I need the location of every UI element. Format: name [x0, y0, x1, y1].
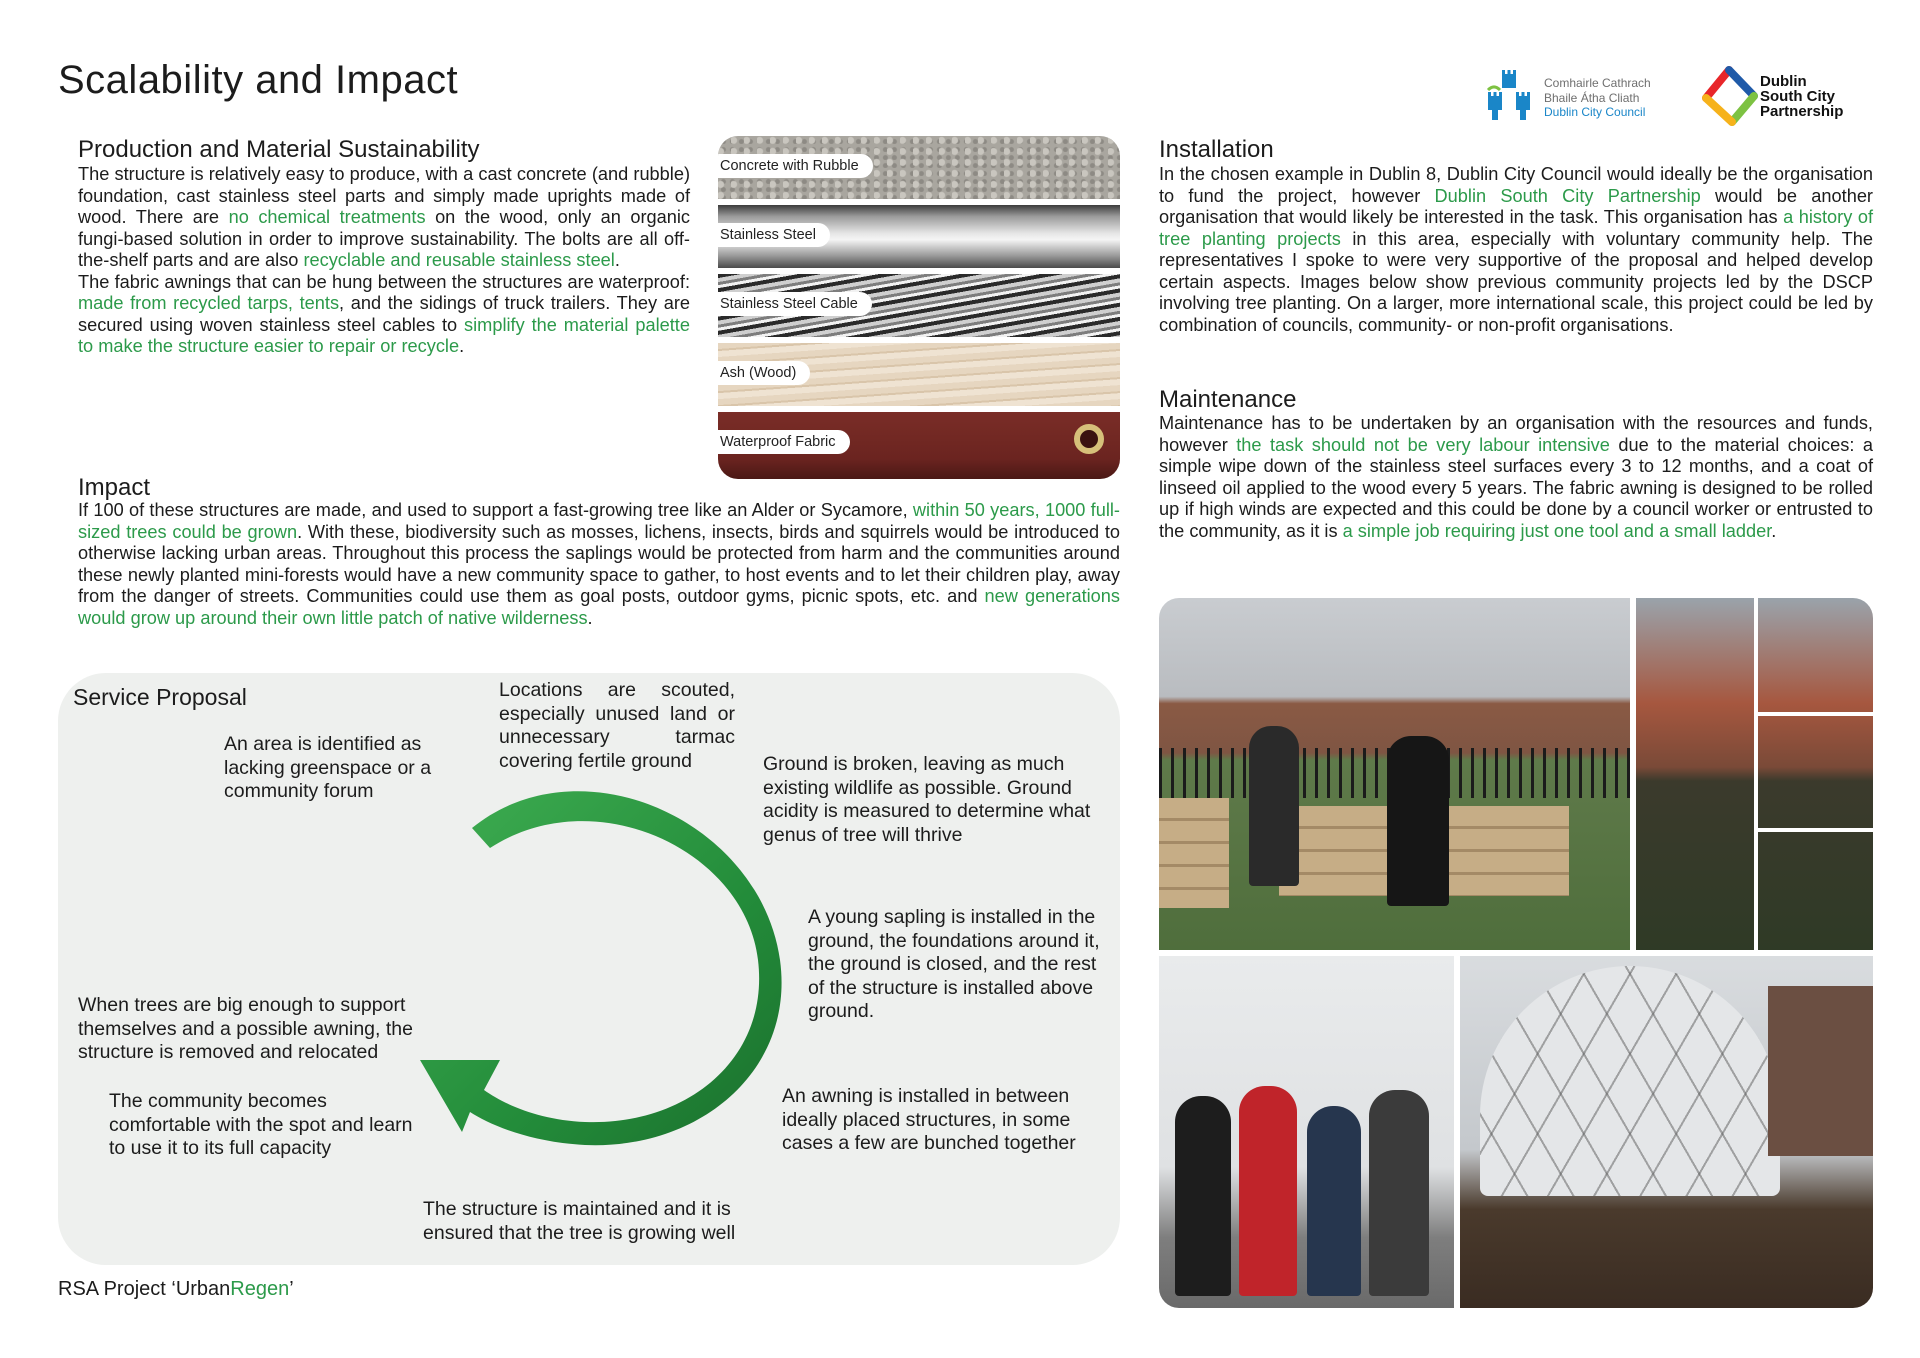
text-run: In the chosen example in Dublin 8, Dublin City Council would ideally be the organisation to fund the project, however	[1159, 164, 1873, 206]
dcc-logo-line1: Comhairle Cathrach	[1544, 76, 1651, 90]
highlight-text: Regen	[230, 1278, 290, 1300]
material-label: Concrete with Rubble	[718, 154, 873, 178]
impact-paragraph	[78, 500, 1120, 629]
material-label: Waterproof Fabric	[718, 430, 850, 454]
person-silhouette	[1239, 1086, 1297, 1296]
service-step-8: When trees are big enough to support themselves and a possible awning, the structure is removed and relocated	[78, 994, 413, 1063]
highlight-text: simplify the material palette to make the structure easier to repair or recycle	[78, 314, 690, 356]
text-run: would be another organisation that would likely be interested in the task. This organisation has	[1159, 185, 1873, 227]
text-run: Maintenance has to be undertaken by an organisation with the resources and funds, however	[1159, 413, 1873, 455]
service-step-7: The community becomes comfortable with the spot and learn to use it to its full capacity	[109, 1090, 413, 1159]
person-silhouette	[1369, 1090, 1429, 1296]
dcc-logo-line3: Dublin City Council	[1544, 105, 1646, 119]
dublin-city-council-logo	[1480, 68, 1695, 128]
text-run: on the wood, only an organic fungi-based solution in order to improve sustainability. The bolts are all off-the-shelf parts and are also	[78, 207, 690, 270]
installation-text	[1159, 164, 1873, 336]
production-paragraph-1	[78, 164, 690, 272]
impact-text	[78, 500, 1120, 629]
text-run: .	[587, 607, 593, 628]
text-run: .	[1771, 520, 1777, 541]
text-run: .	[614, 250, 620, 270]
text-run: .	[459, 336, 465, 356]
production-heading: Production and Material Sustainability	[78, 136, 480, 163]
service-proposal-heading: Service Proposal	[73, 684, 247, 710]
materials-swatch-panel	[718, 136, 1120, 479]
service-step-1: An area is identified as lacking greenspace or a community forum	[224, 733, 432, 802]
service-step-6: The structure is maintained and it is ensured that the tree is growing well	[423, 1198, 736, 1244]
text-run: The structure is relatively easy to produce, with a cast concrete (and rubble) foundation, cast stainless steel parts and simply made uprights made of wood. There are	[78, 164, 690, 227]
maintenance-paragraph	[1159, 413, 1873, 542]
grommet-icon	[1074, 424, 1104, 454]
photo-divider	[1754, 598, 1758, 950]
ash-wood-swatch	[718, 343, 1120, 406]
dscp-logo-line1: Dublin	[1760, 73, 1807, 90]
installation-paragraph	[1159, 164, 1873, 336]
highlight-text: Dublin South City Partnership	[1434, 185, 1701, 206]
text-run: RSA Project ‘Urban	[58, 1278, 231, 1300]
service-step-5: An awning is installed in between ideally placed structures, in some cases a few are bunched together	[782, 1085, 1076, 1154]
highlight-text: a simple job requiring just one tool and a small ladder	[1342, 520, 1772, 541]
photo-raised-bed-construction	[1159, 598, 1630, 950]
concrete-swatch	[718, 136, 1120, 199]
stainless-steel-swatch	[718, 205, 1120, 268]
text-run: due to the material choices: a simple wipe down of the stainless steel surfaces every 3 to 12 months, and a coat of linseed oil applied to the wood every 5 years. The fabric awning is designed to be rolled up if high winds are expected and this could be done by a council worker or entrusted to the community, as it is	[1159, 434, 1873, 541]
geodesic-dome	[1480, 966, 1780, 1196]
photo-volunteers-with-saplings	[1159, 956, 1454, 1308]
castle-icon	[1486, 70, 1536, 126]
project-footer	[58, 1278, 294, 1301]
person-silhouette	[1175, 1096, 1231, 1296]
dublin-south-city-partnership-logo	[1696, 62, 1866, 134]
photo-geodesic-dome-garden	[1460, 956, 1873, 1308]
dscp-logo-line2: South City	[1760, 88, 1835, 105]
text-run: in this area, especially with voluntary community help. The representatives I spoke to were very supportive of the proposal and helped develop certain aspects. Images below show previous community projects led by the DSCP involving tree planting. On a larger, more international scale, this project could be led by combination of councils, community- or non-profit organisations.	[1159, 228, 1873, 335]
text-run: . With these, biodiversity such as mosses, lichens, insects, birds and squirrels would be introduced to otherwise lacking urban areas. Throughout this process the saplings would be protected from harm and the communities around these newly planted mini-forests would have a new community space to gather, to host events and to let their children play, away from the danger of streets. Communities could use them as goal posts, outdoor gyms, picnic spots, etc. and	[78, 521, 1120, 606]
waterproof-fabric-swatch	[718, 412, 1120, 479]
photo-divider	[1754, 828, 1873, 832]
stainless-steel-cable-swatch	[718, 274, 1120, 337]
service-step-3: Ground is broken, leaving as much existing wildlife as possible. Ground acidity is measured to determine what genus of tree will thrive	[763, 753, 1091, 846]
dscp-diamond-icon	[1696, 62, 1762, 132]
service-step-4: A young sapling is installed in the ground, the foundations around it, the ground is closed, and the rest of the structure is installed above ground.	[808, 906, 1100, 1022]
material-label: Stainless Steel	[718, 223, 830, 247]
person-silhouette	[1249, 726, 1299, 886]
production-paragraph-2	[78, 272, 690, 358]
person-silhouette	[1307, 1106, 1361, 1296]
text-run: The fabric awnings that can be hung between the structures are waterproof:	[78, 271, 690, 292]
text-run: , and the sidings of truck trailers. They are secured using woven stainless steel cables to	[78, 293, 690, 335]
person-silhouette	[1387, 736, 1449, 906]
building	[1768, 986, 1873, 1156]
maintenance-heading: Maintenance	[1159, 386, 1297, 413]
highlight-text: made from recycled tarps, tents	[78, 293, 340, 313]
highlight-text: a history of tree planting projects	[1159, 207, 1873, 249]
highlight-text: recyclable and reusable stainless steel	[303, 250, 615, 270]
production-text	[78, 164, 690, 358]
dcc-logo-line2: Bhaile Átha Cliath	[1544, 90, 1640, 105]
page-title: Scalability and Impact	[58, 58, 459, 102]
raised-bed-frame	[1159, 798, 1229, 908]
material-label: Stainless Steel Cable	[718, 292, 872, 316]
photo-divider	[1754, 712, 1873, 716]
photo-planted-saplings	[1636, 598, 1873, 950]
highlight-text: no chemical treatments	[228, 207, 426, 227]
installation-heading: Installation	[1159, 136, 1274, 163]
highlight-text: the task should not be very labour intensive	[1236, 434, 1610, 455]
dscp-logo-line3: Partnership	[1760, 103, 1844, 120]
maintenance-text	[1159, 413, 1873, 542]
service-step-2: Locations are scouted, especially unused land or unnecessary tarmac covering fertile ground	[499, 679, 735, 772]
cycle-arrow-icon	[380, 760, 820, 1180]
highlight-text: within 50 years, 1000 full-sized trees could be grown	[78, 500, 1120, 542]
highlight-text: new generations would grow up around their own little patch of native wilderness	[78, 586, 1121, 628]
text-run: If 100 of these structures are made, and used to support a fast-growing tree like an Alder or Sycamore,	[78, 500, 913, 520]
impact-heading: Impact	[78, 474, 151, 501]
text-run: ’	[289, 1278, 294, 1300]
material-label: Ash (Wood)	[718, 361, 810, 385]
